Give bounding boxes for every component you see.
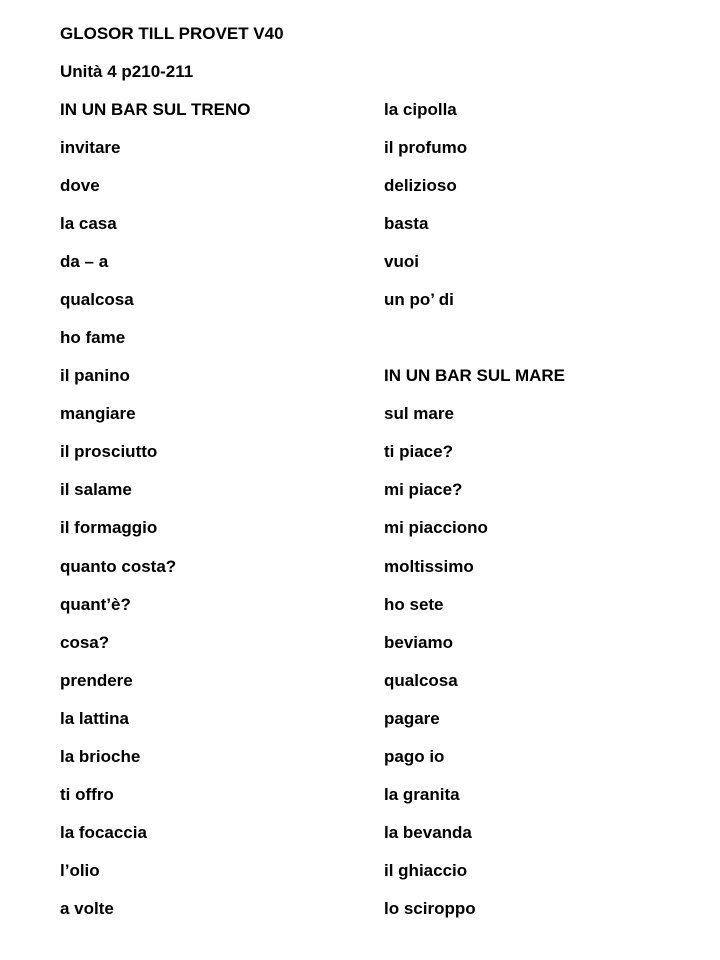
word-item: cosa? xyxy=(60,633,110,652)
word-item: l’olio xyxy=(60,861,100,880)
document-title: GLOSOR TILL PROVET V40 xyxy=(60,24,284,43)
word-item: ho fame xyxy=(60,328,126,347)
word-item: beviamo xyxy=(384,633,453,652)
word-item: sul mare xyxy=(384,404,454,423)
word-item: la focaccia xyxy=(60,823,147,842)
word-item: quant’è? xyxy=(60,595,131,614)
word-item: vuoi xyxy=(384,252,419,271)
word-item: delizioso xyxy=(384,176,457,195)
word-item: il panino xyxy=(60,366,130,385)
word-item: mi piacciono xyxy=(384,518,488,537)
word-item: a volte xyxy=(60,899,114,918)
word-item: il ghiaccio xyxy=(384,861,468,880)
word-item: mangiare xyxy=(60,404,136,423)
section-heading-sea: IN UN BAR SUL MARE xyxy=(384,366,566,385)
word-item: la bevanda xyxy=(384,823,472,842)
word-item: moltissimo xyxy=(384,557,474,576)
word-item: la cipolla xyxy=(384,100,457,119)
word-item: il formaggio xyxy=(60,518,158,537)
word-item: pagare xyxy=(384,709,440,728)
word-item: ti offro xyxy=(60,785,114,804)
word-item: lo sciroppo xyxy=(384,899,476,918)
word-item: un po’ di xyxy=(384,290,454,309)
word-item: prendere xyxy=(60,671,133,690)
word-item: ho sete xyxy=(384,595,444,614)
word-item: pago io xyxy=(384,747,445,766)
word-item: la lattina xyxy=(60,709,129,728)
word-item: la casa xyxy=(60,214,117,233)
word-item: dove xyxy=(60,176,100,195)
word-item: la granita xyxy=(384,785,460,804)
word-item: ti piace? xyxy=(384,442,453,461)
section-heading-train: IN UN BAR SUL TRENO xyxy=(60,100,251,119)
document-subtitle: Unità 4 p210-211 xyxy=(60,62,194,81)
word-item: il profumo xyxy=(384,138,468,157)
word-item: il salame xyxy=(60,480,132,499)
word-item: qualcosa xyxy=(384,671,458,690)
word-item: quanto costa? xyxy=(60,557,177,576)
word-item: invitare xyxy=(60,138,121,157)
word-item: mi piace? xyxy=(384,480,463,499)
word-item: il prosciutto xyxy=(60,442,158,461)
word-item: qualcosa xyxy=(60,290,134,309)
word-item: basta xyxy=(384,214,429,233)
word-item: la brioche xyxy=(60,747,141,766)
word-item: da – a xyxy=(60,252,109,271)
